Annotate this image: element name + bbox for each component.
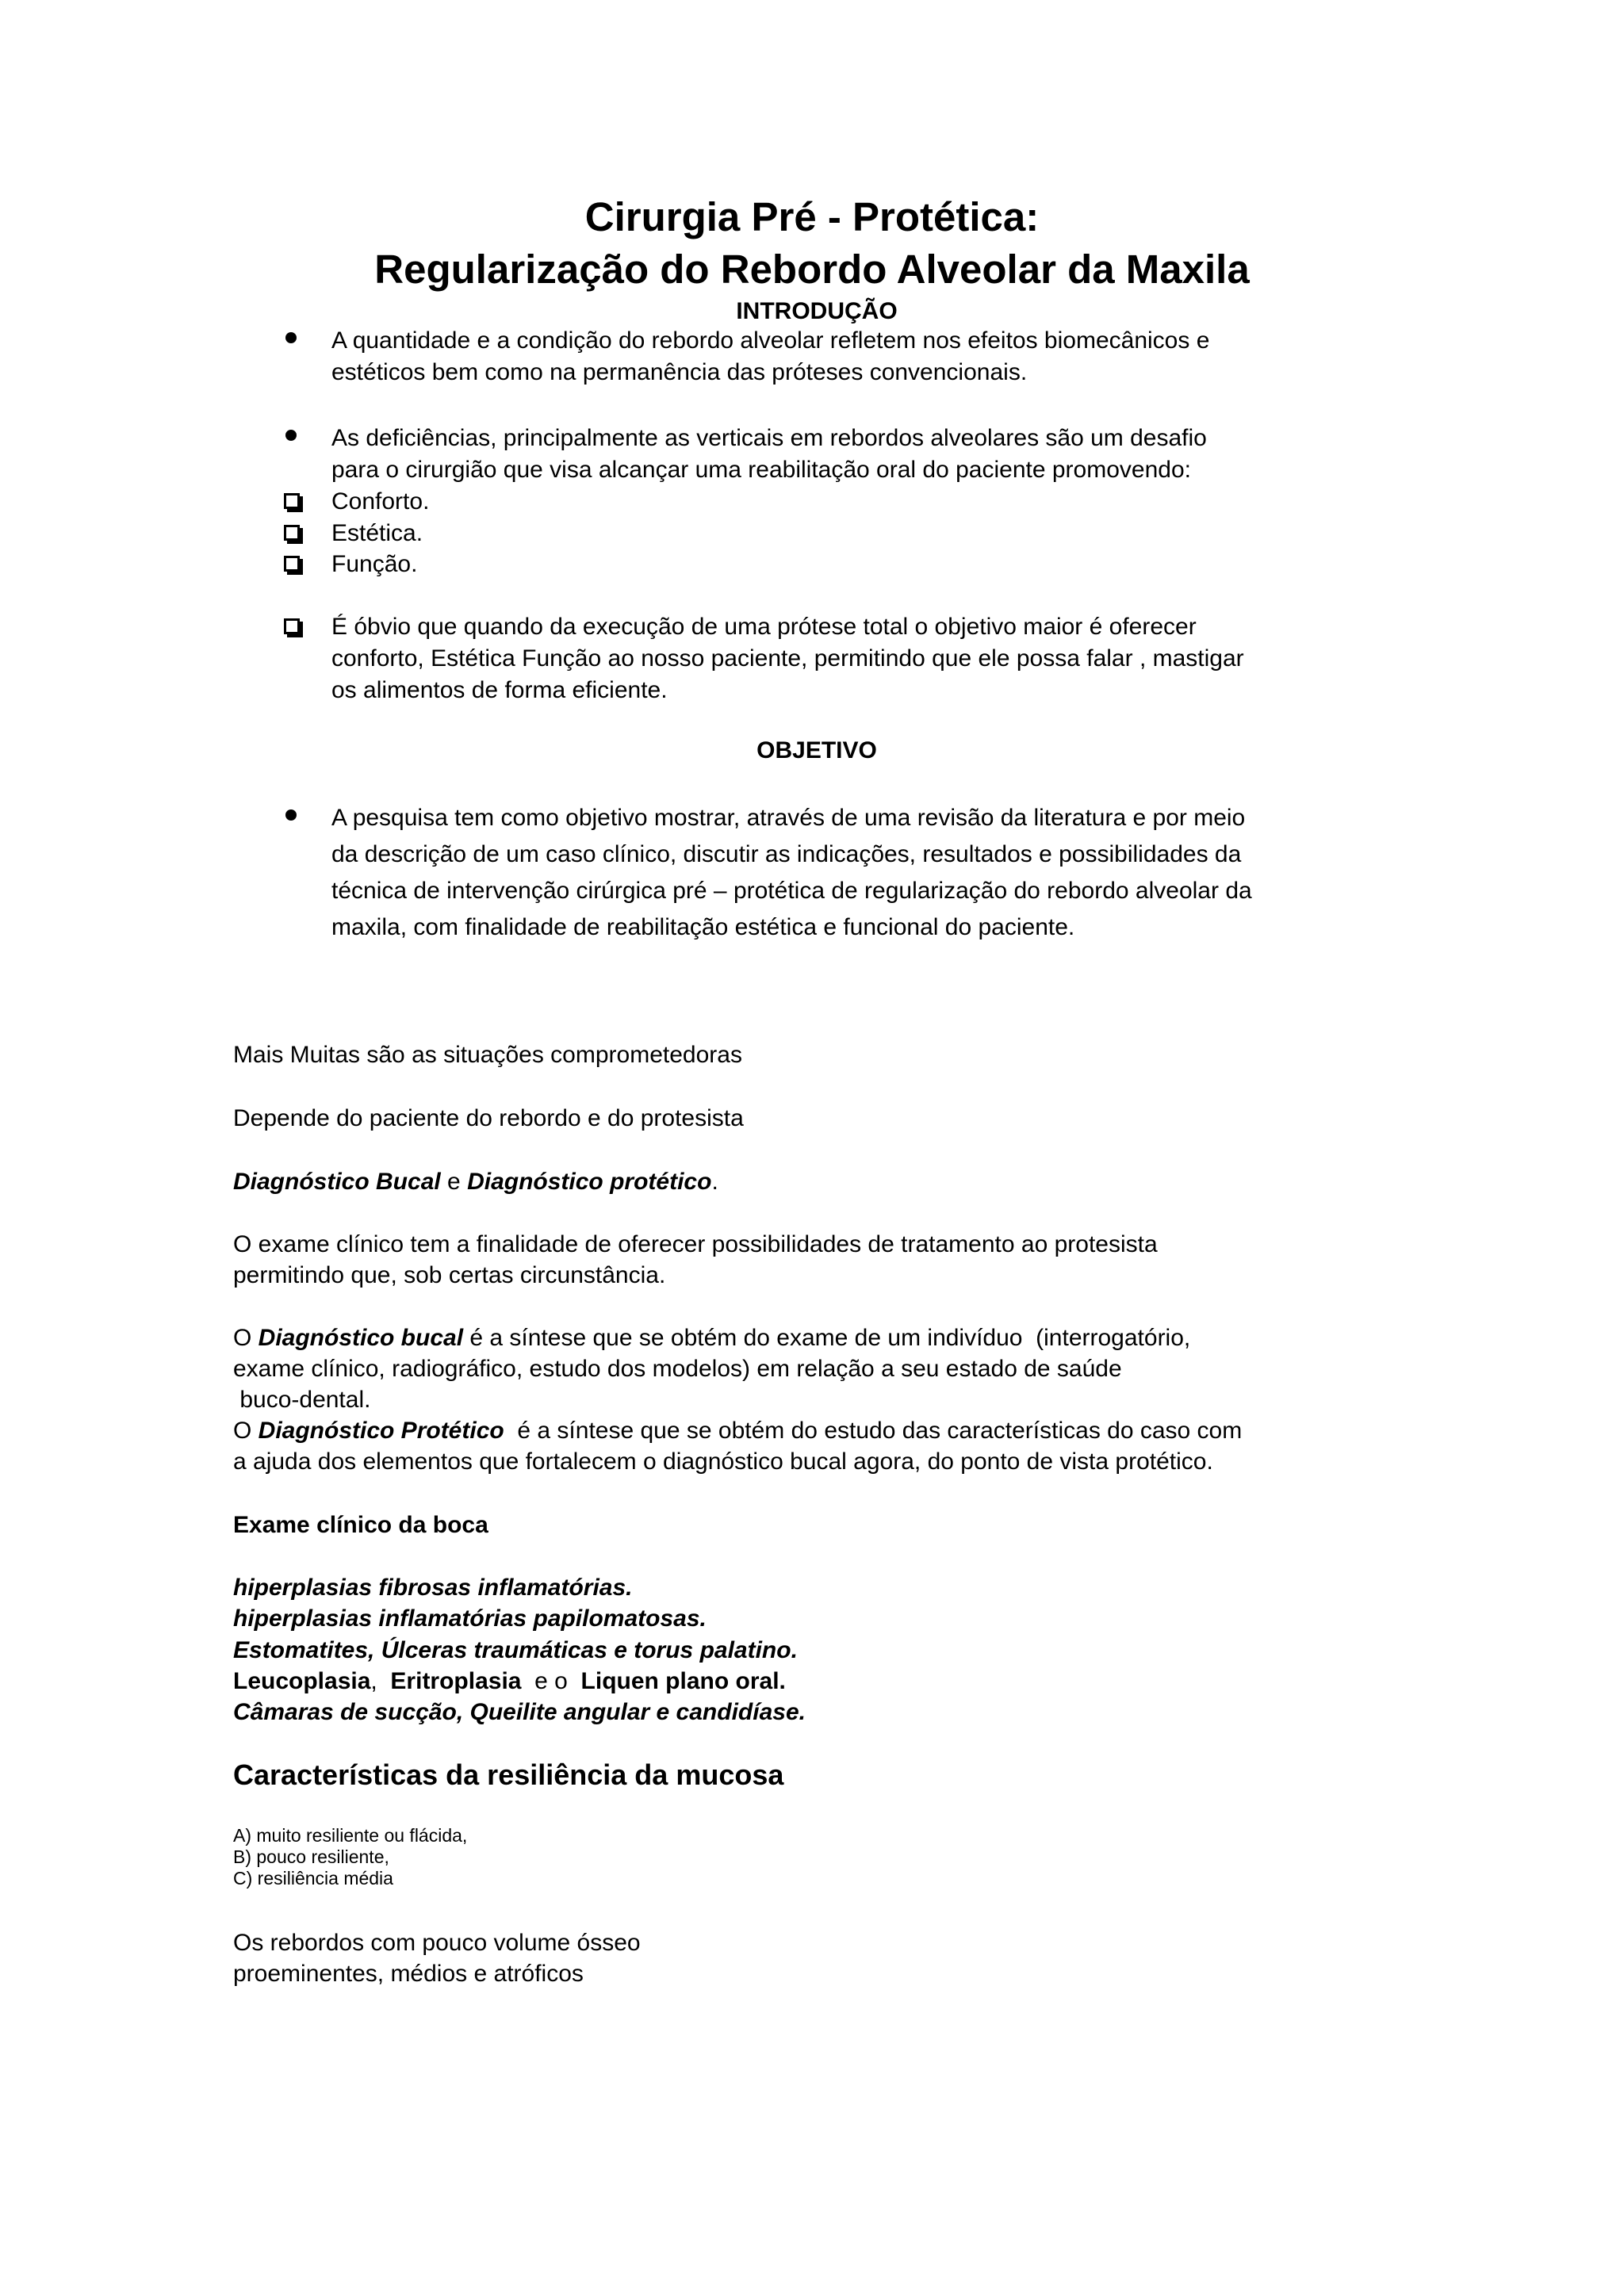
checkbox-icon [284, 618, 300, 634]
intro-bullet1-line2: estéticos bem como na permanência das próteses convencionais. [331, 359, 1028, 385]
bucal-term: Diagnóstico bucal [258, 1325, 464, 1351]
list-item-1: hiperplasias fibrosas inflamatórias. [233, 1575, 633, 1601]
bullet-icon [285, 430, 297, 441]
title-line-2: Regularização do Rebordo Alveolar da Maxila [374, 247, 1250, 292]
check-para-line2: conforto, Estética Função ao nosso paciente, permitindo que ele possa falar , mastigar [331, 645, 1244, 672]
bullet-icon [285, 332, 297, 343]
bucal-line2: exame clínico, radiográfico, estudo dos modelos) em relação a seu estado de saúde [233, 1356, 1122, 1382]
rebordos-line1: Os rebordos com pouco volume ósseo [233, 1930, 641, 1956]
objetivo-line2: da descrição de um caso clínico, discutir as indicações, resultados e possibilidades da [331, 841, 1242, 867]
checkbox-icon [284, 525, 300, 541]
objetivo-line4: maxila, com finalidade de reabilitação estética e funcional do paciente. [331, 914, 1075, 940]
check-para-line1: É óbvio que quando da execução de uma prótese total o objetivo maior é oferecer [331, 614, 1197, 640]
diag-end: . [711, 1169, 718, 1195]
eritroplasia: Eritroplasia [390, 1668, 522, 1694]
resiliencia-a: A) muito resiliente ou flácida, [233, 1825, 468, 1846]
check-item-conforto: Conforto. [331, 488, 430, 515]
diag-bucal-term: Diagnóstico Bucal [233, 1169, 441, 1195]
sep1: , [370, 1668, 391, 1694]
bucal-line3: buco-dental. [233, 1387, 371, 1413]
paragraph-diagnosticos [233, 1166, 718, 1197]
rebordos-line2: proeminentes, médios e atróficos [233, 1961, 584, 1987]
intro-bullet1-line1: A quantidade e a condição do rebordo alveolar refletem nos efeitos biomecânicos e [331, 327, 1210, 354]
exame-line1: O exame clínico tem a finalidade de oferecer possibilidades de tratamento ao protesista [233, 1231, 1158, 1257]
title-line-1: Cirurgia Pré - Protética: [584, 194, 1040, 239]
bullet-icon [285, 809, 297, 821]
intro-heading: INTRODUÇÃO [736, 298, 898, 324]
bucal-post: é a síntese que se obtém do exame de um indivíduo (interrogatório, [463, 1325, 1191, 1351]
check-item-funcao: Função. [331, 551, 418, 577]
sep2: e o [521, 1668, 581, 1694]
objetivo-heading: OBJETIVO [756, 737, 877, 763]
check-item-estetica: Estética. [331, 520, 423, 546]
list-item-4 [233, 1666, 786, 1697]
paragraph-depende: Depende do paciente do rebordo e do protesista [233, 1105, 744, 1131]
exame-line2: permitindo que, sob certas circunstância. [233, 1262, 666, 1288]
resiliencia-heading: Características da resiliência da mucosa [233, 1758, 784, 1791]
resiliencia-c: C) resiliência média [233, 1868, 393, 1888]
checkbox-icon [284, 556, 300, 572]
protetico-term: Diagnóstico Protético [258, 1418, 504, 1444]
leucoplasia: Leucoplasia [233, 1668, 371, 1694]
liquen: Liquen plano oral. [580, 1668, 786, 1694]
protetico-post: é a síntese que se obtém do estudo das características do caso com [504, 1418, 1243, 1444]
checkbox-icon [284, 493, 300, 509]
list-item-3: Estomatites, Úlceras traumáticas e torus palatino. [233, 1637, 798, 1663]
objetivo-line1: A pesquisa tem como objetivo mostrar, através de uma revisão da literatura e por meio [331, 805, 1246, 831]
intro-bullet2-line2: para o cirurgião que visa alcançar uma reabilitação oral do paciente promovendo: [331, 457, 1191, 483]
diag-protetico-term: Diagnóstico protético [467, 1169, 712, 1195]
diag-conj: e [440, 1169, 468, 1195]
intro-bullet2-line1: As deficiências, principalmente as verticais em rebordos alveolares são um desafio [331, 425, 1207, 451]
objetivo-line3: técnica de intervenção cirúrgica pré – protética de regularização do rebordo alveolar da [331, 878, 1252, 904]
protetico-line2: a ajuda dos elementos que fortalecem o diagnóstico bucal agora, do ponto de vista protético. [233, 1448, 1213, 1475]
check-para-line3: os alimentos de forma eficiente. [331, 677, 668, 703]
bucal-pre: O [233, 1325, 259, 1351]
paragraph-situacoes: Mais Muitas são as situações comprometedoras [233, 1042, 742, 1068]
resiliencia-b: B) pouco resiliente, [233, 1846, 389, 1867]
protetico-pre: O [233, 1418, 259, 1444]
bucal-line1 [233, 1322, 1190, 1353]
exame-clinico-heading: Exame clínico da boca [233, 1512, 488, 1538]
list-item-2: hiperplasias inflamatórias papilomatosas. [233, 1605, 707, 1632]
list-item-5: Câmaras de sucção, Queilite angular e candidíase. [233, 1699, 806, 1725]
protetico-line1 [233, 1415, 1242, 1446]
